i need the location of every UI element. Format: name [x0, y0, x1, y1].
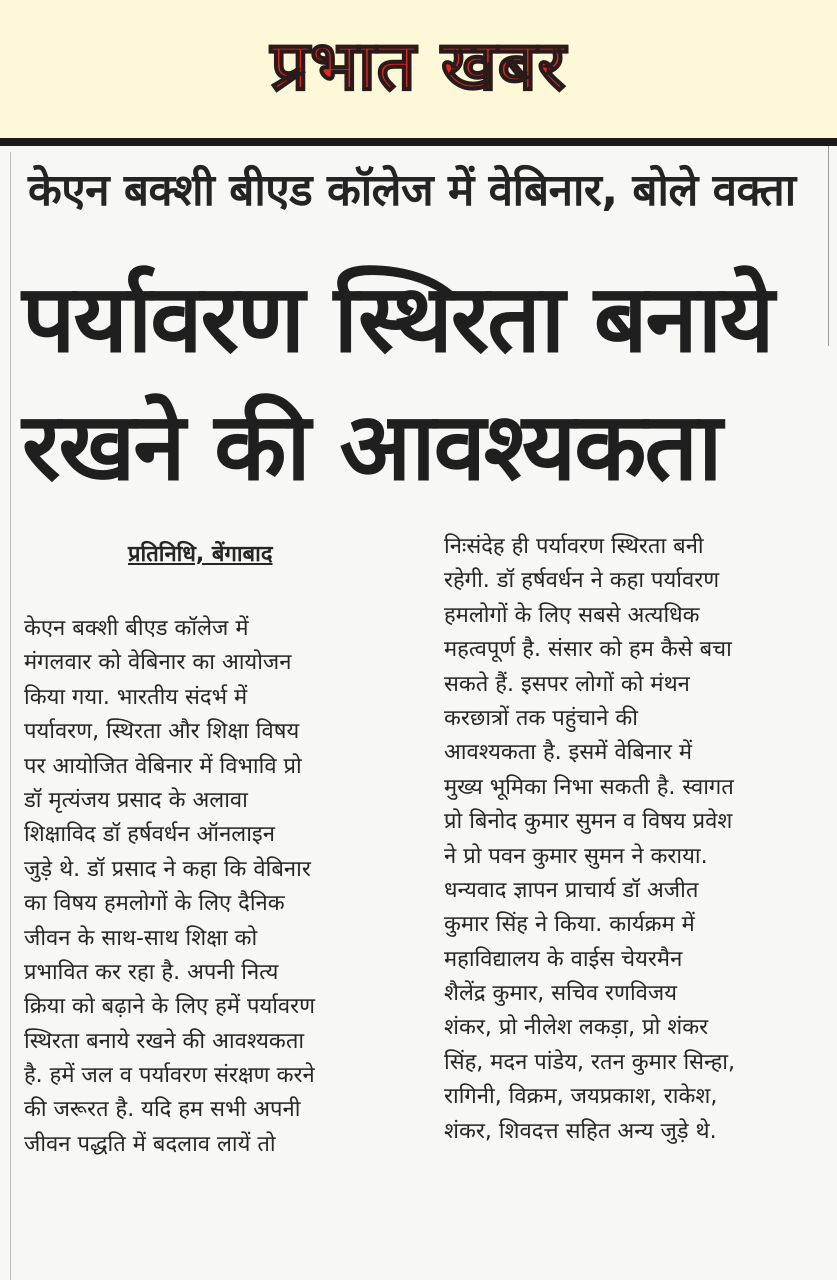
text-line: की जरूरत है. यदि हम सभी अपनी	[24, 1097, 301, 1123]
article-byline: प्रतिनिधि, बेंगाबाद	[128, 542, 273, 567]
text-line: जीवन के साथ-साथ शिक्षा को	[24, 925, 258, 951]
text-line: मंगलवार को वेबिनार का आयोजन	[24, 650, 292, 676]
text-line: शैलेंद्र कुमार, सचिव रणविजय	[444, 981, 677, 1007]
text-line: जुड़े थे. डॉ प्रसाद ने कहा कि वेबिनार	[24, 856, 311, 882]
text-line: जीवन पद्धति में बदलाव लायें तो	[24, 1131, 276, 1157]
text-line: महत्वपूर्ण है. संसार को हम कैसे बचा	[444, 637, 732, 663]
article-column-right	[444, 530, 828, 1149]
text-line: केएन बक्शी बीएड कॉलेज में	[24, 616, 249, 641]
text-line: प्रभावित कर रहा है. अपनी नित्य	[24, 959, 279, 985]
text-line: प्रो बिनोद कुमार सुमन व विषय प्रवेश	[444, 809, 733, 835]
text-line: करछात्रों तक पहुंचाने की	[444, 705, 638, 731]
text-line: सिंह, मदन पांडेय, रतन कुमार सिन्हा,	[444, 1049, 735, 1075]
text-line: सकते हैं. इसपर लोगों को मंथन	[444, 671, 690, 697]
text-line: का विषय हमलोगों के लिए दैनिक	[24, 891, 285, 917]
text-line: मुख्य भूमिका निभा सकती है. स्वागत	[444, 774, 734, 800]
text-line: हमलोगों के लिए सबसे अत्यधिक	[444, 602, 700, 628]
article-kicker: केएन बक्शी बीएड कॉलेज में वेबिनार, बोले वक्ता	[28, 165, 796, 216]
text-line: किया गया. भारतीय संदर्भ में	[24, 684, 248, 710]
text-line: निःसंदेह ही पर्यावरण स्थिरता बनी	[444, 534, 704, 559]
text-line: स्थिरता बनाये रखने की आवश्यकता	[24, 1028, 305, 1054]
text-line: आवश्यकता है. इसमें वेबिनार में	[444, 740, 692, 766]
text-line: पर्यावरण, स्थिरता और शिक्षा विषय	[24, 719, 300, 745]
newspaper-title: प्रभात खबर	[270, 27, 567, 106]
text-line: है. हमें जल व पर्यावरण संरक्षण करने	[24, 1063, 315, 1089]
article-headline-line-2: रखने की आवश्यकता	[22, 393, 721, 502]
text-line: शिक्षाविद डॉ हर्षवर्धन ऑनलाइन	[24, 822, 275, 848]
text-line: रहेगी. डॉ हर्षवर्धन ने कहा पर्यावरण	[444, 568, 720, 594]
masthead-banner	[0, 0, 837, 138]
text-line: धन्यवाद ज्ञापन प्राचार्य डॉ अजीत	[444, 877, 699, 903]
text-line: ने प्रो पवन कुमार सुमन ने कराया.	[444, 843, 708, 869]
masthead-divider	[0, 138, 837, 146]
text-line: डॉ मृत्यंजय प्रसाद के अलावा	[24, 787, 248, 813]
text-line: कुमार सिंह ने किया. कार्यक्रम में	[444, 912, 695, 938]
article-column-left	[24, 612, 412, 1162]
column-rule-left	[10, 152, 11, 1280]
text-line: शंकर, शिवदत्त सहित अन्य जुड़े थे.	[444, 1118, 717, 1144]
text-line: पर आयोजित वेबिनार में विभावि प्रो	[24, 753, 302, 779]
text-line: रागिनी, विक्रम, जयप्रकाश, राकेश,	[444, 1084, 718, 1110]
text-line: शंकर, प्रो नीलेश लकड़ा, प्रो शंकर	[444, 1015, 709, 1041]
text-line: क्रिया को बढ़ाने के लिए हमें पर्यावरण	[24, 994, 316, 1020]
text-line: महाविद्यालय के वाईस चेयरमैन	[444, 946, 683, 972]
article-headline-line-1: पर्यावरण स्थिरता बनाये	[22, 265, 773, 374]
